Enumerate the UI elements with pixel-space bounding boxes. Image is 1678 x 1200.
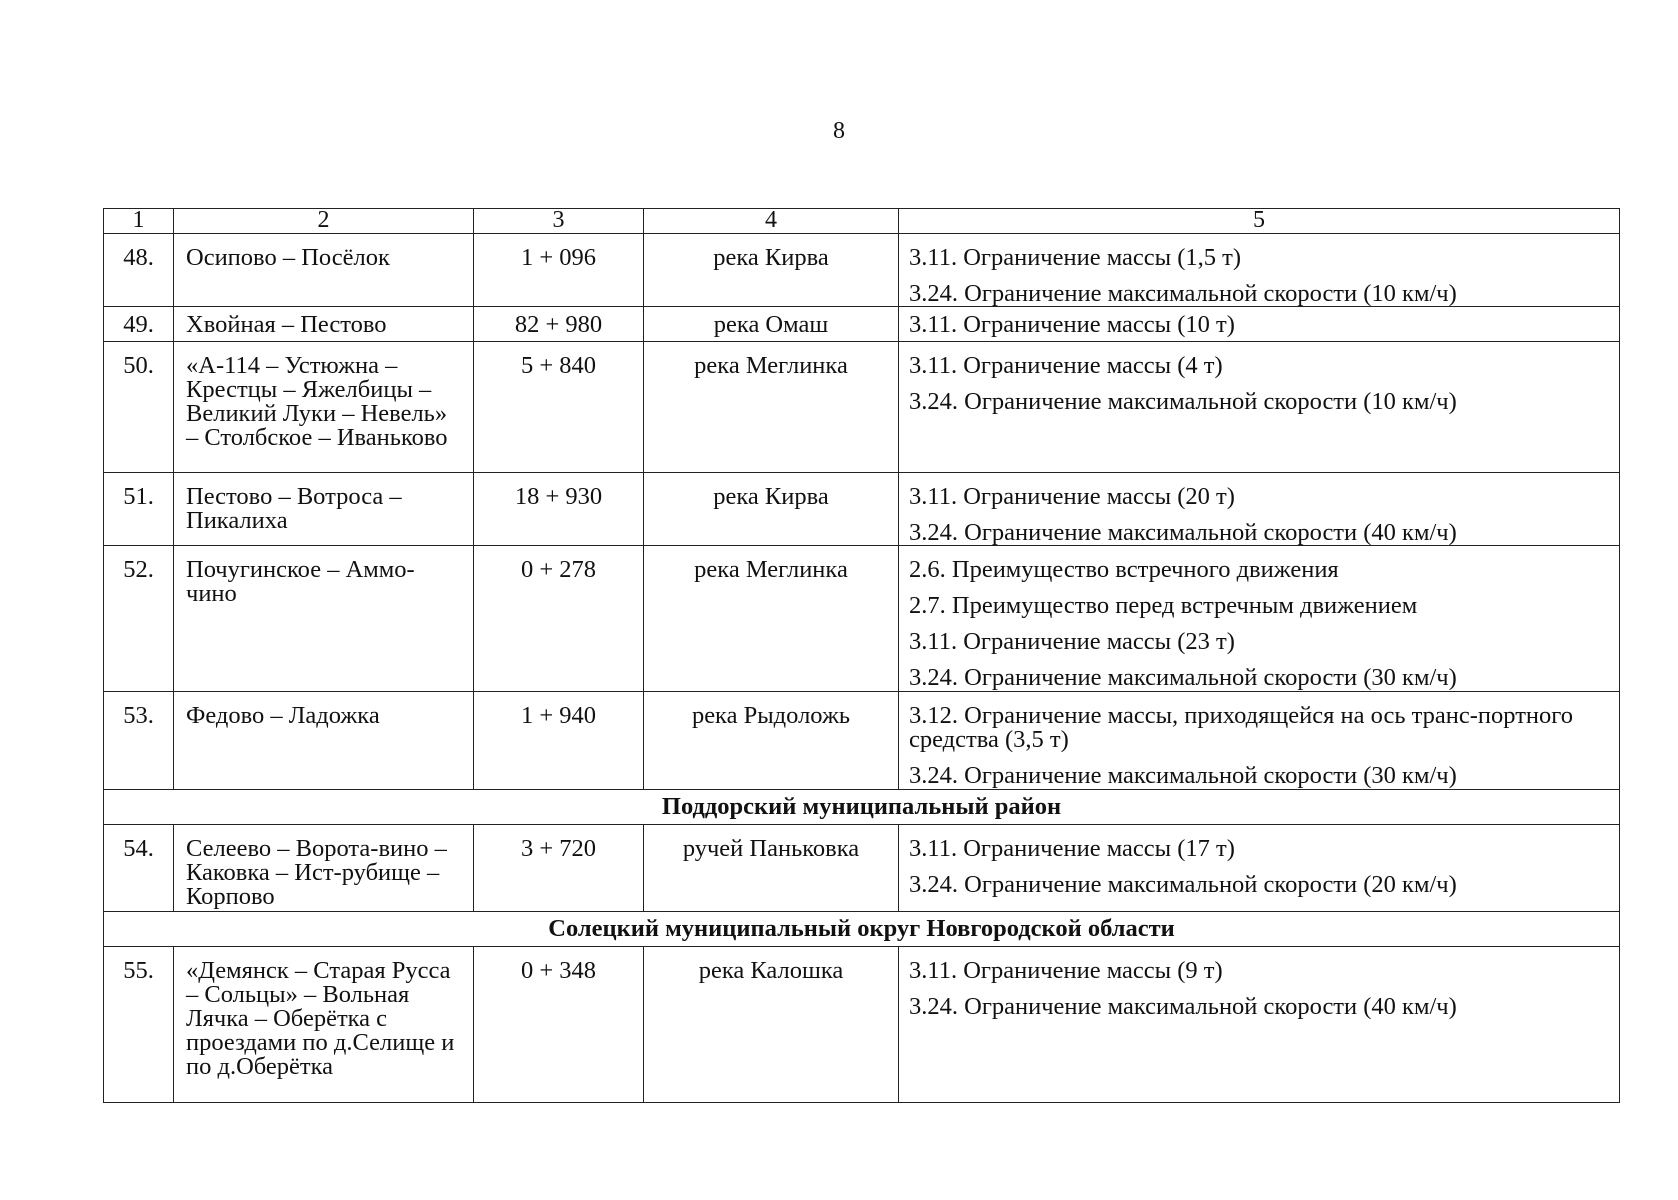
- column-number: 4: [644, 209, 899, 234]
- row-number: 53.: [104, 692, 174, 790]
- sign-entry: 3.11. Ограничение массы (23 т): [909, 628, 1235, 655]
- kilometer-mark: 1 + 096: [474, 234, 644, 307]
- road-name: Пестово – Вотроса – Пикалиха: [174, 473, 474, 546]
- column-number: 5: [899, 209, 1620, 234]
- road-signs: [899, 692, 1620, 790]
- water-object: река Меглинка: [644, 342, 899, 473]
- table-row: [104, 692, 1620, 790]
- row-number: 50.: [104, 342, 174, 473]
- table-row: [104, 947, 1620, 1103]
- table-row: [104, 546, 1620, 692]
- table-row: [104, 234, 1620, 307]
- sign-entry: 3.11. Ограничение массы (20 т): [909, 483, 1235, 510]
- road-name: Осипово – Посёлок: [174, 234, 474, 307]
- row-number: 55.: [104, 947, 174, 1103]
- sign-entry: 3.24. Ограничение максимальной скорости (30 км/ч): [909, 664, 1457, 691]
- sign-entry: 3.11. Ограничение массы (1,5 т): [909, 244, 1242, 271]
- road-name: Почугинское – Аммо-чино: [174, 546, 474, 692]
- kilometer-mark: 5 + 840: [474, 342, 644, 473]
- road-name: Федово – Ладожка: [174, 692, 474, 790]
- row-number: 48.: [104, 234, 174, 307]
- water-object: ручей Паньковка: [644, 825, 899, 912]
- sign-entry: 3.11. Ограничение массы (4 т): [909, 352, 1223, 379]
- kilometer-mark: 1 + 940: [474, 692, 644, 790]
- road-name: Хвойная – Пестово: [174, 307, 474, 342]
- water-object: река Омаш: [644, 307, 899, 342]
- row-number: 54.: [104, 825, 174, 912]
- column-number: 2: [174, 209, 474, 234]
- section-title: Поддорский муниципальный район: [104, 790, 1620, 825]
- sign-entry: 3.11. Ограничение массы (17 т): [909, 835, 1235, 862]
- row-number: 49.: [104, 307, 174, 342]
- table-row: [104, 342, 1620, 473]
- road-signs: [899, 234, 1620, 307]
- sign-entry: 3.24. Ограничение максимальной скорости (10 км/ч): [909, 280, 1457, 307]
- sign-entry: 3.24. Ограничение максимальной скорости (30 км/ч): [909, 762, 1457, 789]
- kilometer-mark: 3 + 720: [474, 825, 644, 912]
- table-row: [104, 825, 1620, 912]
- column-number: 3: [474, 209, 644, 234]
- road-signs: [899, 307, 1620, 342]
- road-name: «Демянск – Старая Русса – Сольцы» – Вольная Лячка – Оберётка с проездами по д.Селище и по д.Оберётка: [174, 947, 474, 1103]
- kilometer-mark: 0 + 348: [474, 947, 644, 1103]
- road-signs: [899, 546, 1620, 692]
- kilometer-mark: 18 + 930: [474, 473, 644, 546]
- kilometer-mark: 82 + 980: [474, 307, 644, 342]
- water-object: река Кирва: [644, 473, 899, 546]
- sign-entry: 3.11. Ограничение массы (10 т): [909, 311, 1235, 338]
- water-object: река Кирва: [644, 234, 899, 307]
- column-number-row: [104, 209, 1620, 234]
- sign-entry: 2.6. Преимущество встречного движения: [909, 556, 1339, 583]
- column-number: 1: [104, 209, 174, 234]
- kilometer-mark: 0 + 278: [474, 546, 644, 692]
- water-object: река Рыдоложь: [644, 692, 899, 790]
- section-row: [104, 912, 1620, 947]
- row-number: 51.: [104, 473, 174, 546]
- sign-entry: 3.11. Ограничение массы (9 т): [909, 957, 1223, 984]
- road-signs: [899, 342, 1620, 473]
- table-row: [104, 307, 1620, 342]
- sign-entry: 3.12. Ограничение массы, приходящейся на ось транс-портного средства (3,5 т): [909, 702, 1573, 753]
- road-signs: [899, 947, 1620, 1103]
- sign-entry: 3.24. Ограничение максимальной скорости (20 км/ч): [909, 871, 1457, 898]
- table-row: [104, 473, 1620, 546]
- page-number: 8: [833, 118, 845, 144]
- sign-entry: 3.24. Ограничение максимальной скорости (40 км/ч): [909, 519, 1457, 546]
- section-title: Солецкий муниципальный округ Новгородской области: [104, 912, 1620, 947]
- road-name: Селеево – Ворота-вино – Каковка – Ист-рубище – Корпово: [174, 825, 474, 912]
- road-signs: [899, 825, 1620, 912]
- road-signs: [899, 473, 1620, 546]
- water-object: река Меглинка: [644, 546, 899, 692]
- road-name: «А-114 – Устюжна – Крестцы – Яжелбицы – Великий Луки – Невель» – Столбское – Иваньково: [174, 342, 474, 473]
- sign-entry: 2.7. Преимущество перед встречным движением: [909, 592, 1418, 619]
- sign-entry: 3.24. Ограничение максимальной скорости (10 км/ч): [909, 388, 1457, 415]
- row-number: 52.: [104, 546, 174, 692]
- sign-entry: 3.24. Ограничение максимальной скорости (40 км/ч): [909, 993, 1457, 1020]
- section-row: [104, 790, 1620, 825]
- water-object: река Калошка: [644, 947, 899, 1103]
- restrictions-table: [103, 208, 1620, 1103]
